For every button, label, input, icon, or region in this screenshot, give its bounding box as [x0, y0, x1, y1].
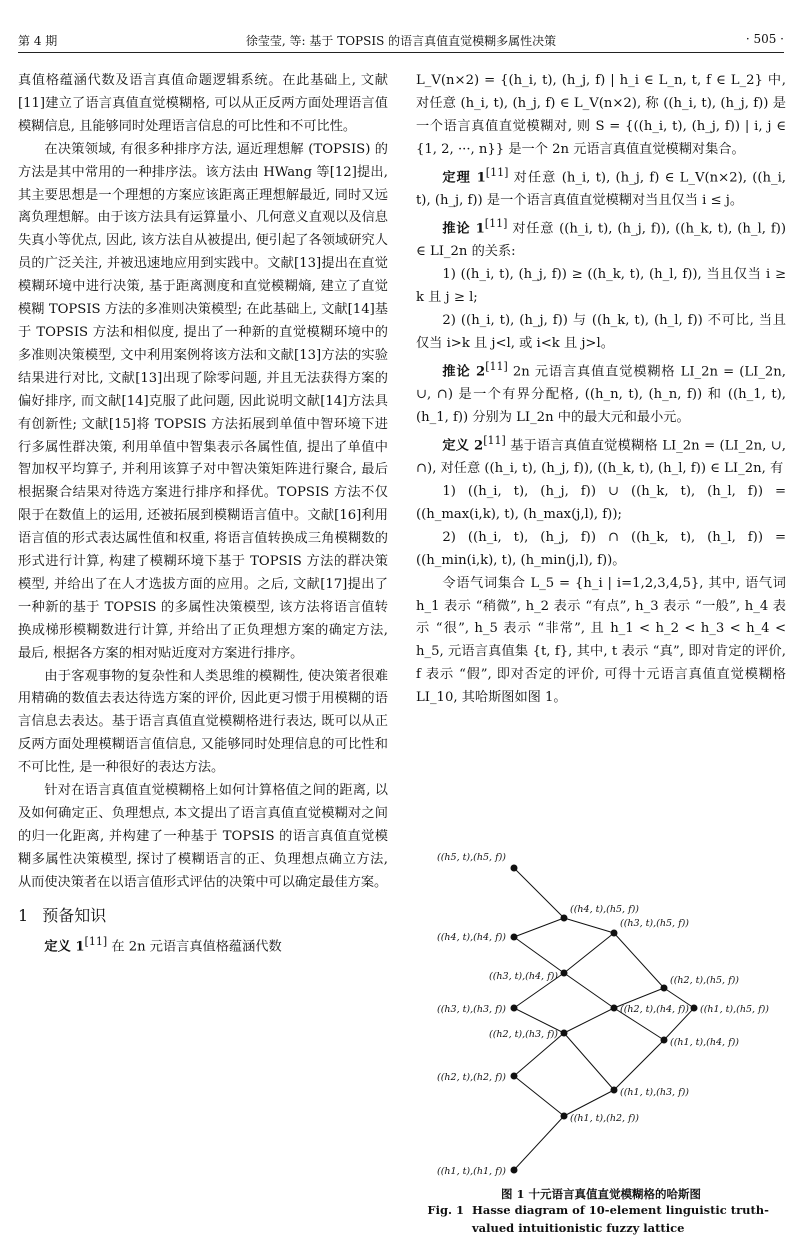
- page-header: [18, 28, 784, 53]
- node-45: [561, 915, 568, 922]
- corollary-label: 推论 1: [442, 221, 485, 237]
- hasse-diagram: [416, 848, 788, 1188]
- definition-text: 基于语言真值直觉模糊格 LI_2n = (LI_2n, ∪, ∩), 对任意 ((h_i, t), (h_j, f)), ((h_k, t), (h_l, f)) ∈ LI_2n, 有: [416, 438, 786, 477]
- section-number: 1: [18, 905, 29, 925]
- node-33: [511, 1005, 518, 1012]
- section-title: 预备知识: [42, 905, 107, 925]
- node-label: ((h2, t),(h5, f)): [670, 975, 739, 986]
- node-35: [611, 930, 618, 937]
- node-label: ((h2, t),(h4, f)): [620, 1004, 689, 1015]
- definition-label: 定义 2: [442, 438, 484, 454]
- node-23: [561, 1030, 568, 1037]
- lattice-labels: [437, 852, 769, 1177]
- paragraph: 在决策领域, 有很多种排序方法, 逼近理想解 (TOPSIS) 的方法是其中常用的一种排序法。该方法由 HWang 等[12]提出, 其主要思想是一个理想的方案应该距离正理想解最近, 同时又远离负理想解。由于该方法具有运算量小、几何意义直观以及信息失真小等优点, 因此, 该方法自从被提出, 便引起了各领域研究人员的广泛关注, 并被迅速地应用到实践中。文献[13]提出在直觉模糊环境中进行决策, 基于距离测度和直觉模糊熵, 建立了直觉模糊 TOPSIS 方法的多准则决策模型; 在此基础上, 文献[14]基于 TOPSIS 方法和相似度, 提出了一种新的直觉模糊环境中的多准则决策模型, 文中利用案例将该方法和文献[13]方法的实验结果进行对比, 文献[13]出现了除零问题, 并且无法获得方案的偏好排序, 而文献[14]克服了此问题, 因此说明文献[14]方法具有创新性; 文献[15]将 TOPSIS 方法拓展到单值中智环境下进行多属性群决策, 利用单值中智集表示各属性值, 提出了单值中智加权平均算子, 并利用该算子对中智决策矩阵进行聚合, 最后根据聚合结果对待选方案进行排序和择优。TOPSIS 方法不仅限于在数值上的运用, 还被拓展到模糊语言值中。文献[16]利用语言值的形式表达属性值和权重, 将语言值转换成三角模糊数的形式进行计算, 构建了模糊环境下基于 TOPSIS 方法的群决策模型, 并给出了在人才选拔方面的应用。之后, 文献[17]提出了一种新的基于 TOPSIS 的多属性决策模型, 该方法将语言值转换成梯形模糊数进行计算, 并给出了正负理想方案的确定方法, 最后, 根据各方案的相对贴近度对方案进行排序。: [18, 141, 388, 661]
- left-column: [18, 70, 388, 959]
- node-label: ((h5, t),(h5, f)): [437, 852, 506, 863]
- corollary-item: 2) ((h_i, t), (h_j, f)) 与 ((h_k, t), (h_l, f)) 不可比, 当且仅当 i>k 且 j<l, 或 i<k 且 j>l。: [416, 312, 786, 351]
- corollary-2: [416, 356, 786, 430]
- paragraph: 真值格蕴涵代数及语言真值命题逻辑系统。在此基础上, 文献[11]建立了语言真值直觉模糊格, 可以从正反两方面处理语言值模糊信息, 且能够同时处理语言信息的可比性和不可比性。: [18, 73, 388, 134]
- node-24: [611, 1005, 618, 1012]
- node-label: ((h3, t),(h3, f)): [437, 1004, 506, 1015]
- running-title: 徐莹莹, 等: 基于 TOPSIS 的语言真值直觉模糊多属性决策: [245, 34, 557, 48]
- corollary-label: 推论 2: [442, 364, 486, 380]
- definition-item: 1) ((h_i, t), (h_j, f)) ∪ ((h_k, t), (h_l, f)) = ((h_max(i,k), t), (h_max(j,l), f));: [416, 483, 786, 522]
- figure-label: Fig. 1: [427, 1203, 464, 1217]
- paragraph: 针对在语言真值直觉模糊格上如何计算格值之间的距离, 以及如何确定正、负理想点, 本文提出了语言真值直觉模糊对之间的归一化距离, 并构建了一种基于 TOPSIS 的语言真值直觉模糊多属性决策模型, 探讨了模糊语言的正、负理想点确立方法, 从而使决策者在以语言值形式评估的决策中可以确定最佳方案。: [18, 783, 388, 890]
- node-14: [661, 1037, 668, 1044]
- corollary-item: 1) ((h_i, t), (h_j, f)) ≥ ((h_k, t), (h_l, f)), 当且仅当 i ≥ k 且 j ≥ l;: [416, 267, 786, 305]
- section-heading: [18, 901, 388, 931]
- figure-caption-cn: 图 1 十元语言真值直觉模糊格的哈斯图: [500, 1187, 701, 1201]
- node-label: ((h1, t),(h3, f)): [620, 1087, 689, 1098]
- node-label: ((h1, t),(h4, f)): [670, 1037, 739, 1048]
- figure-caption-en: [416, 1201, 786, 1237]
- node-12: [561, 1113, 568, 1120]
- citation: [11]: [485, 165, 509, 179]
- node-25: [661, 985, 668, 992]
- paragraph: 令语气词集合 L_5 = {h_i | i=1,2,3,4,5}, 其中, 语气词 h_1 表示 “稍微”, h_2 表示 “有点”, h_3 表示 “一般”, h_4 表示 “很”, h_5 表示 “非常”, 且 h_1 < h_2 < h_3 < h_4 < h_5, 元语言真值集 {t, f}, 其中, t 表示 “真”, 即对肯定的评价, f 表示 “假”, 即对否定的评价, 可得十元语言真值直觉模糊格 LI_10, 其哈斯图如图 1。: [416, 575, 786, 706]
- definition-text: 在 2n 元语言真值格蕴涵代数: [111, 939, 282, 955]
- right-column: [416, 70, 786, 710]
- citation: [11]: [84, 934, 108, 948]
- citation: [11]: [485, 359, 508, 373]
- page-number: · 505 ·: [745, 32, 784, 46]
- theorem-1: [416, 162, 786, 213]
- definition-item: 2) ((h_i, t), (h_j, f)) ∩ ((h_k, t), (h_l, f)) = ((h_min(i,k), t), (h_min(j,l), f))。: [416, 529, 786, 568]
- node-label: ((h4, t),(h4, f)): [437, 932, 506, 943]
- corollary-text: 2n 元语言真值直觉模糊格 LI_2n = (LI_2n, ∪, ∩) 是一个有界分配格, ((h_n, t), (h_n, f)) 和 ((h_1, t), (h_1, f)) 分别为 LI_2n 中的最大元和最小元。: [416, 364, 786, 425]
- node-22: [511, 1073, 518, 1080]
- node-label: ((h4, t),(h5, f)): [570, 904, 639, 915]
- definition-1: [18, 931, 388, 959]
- corollary-text: 对任意 ((h_i, t), (h_j, f)), ((h_k, t), (h_l, f)) ∈ LI_2n 的关系:: [416, 221, 786, 260]
- node-34: [561, 970, 568, 977]
- definition-label: 定义 1: [44, 939, 85, 955]
- node-label: ((h3, t),(h4, f)): [489, 971, 558, 982]
- node-label: ((h1, t),(h5, f)): [700, 1004, 769, 1015]
- node-label: ((h1, t),(h2, f)): [570, 1113, 639, 1124]
- node-label: ((h2, t),(h2, f)): [437, 1072, 506, 1083]
- node-label: ((h1, t),(h1, f)): [437, 1166, 506, 1177]
- paragraph: 由于客观事物的复杂性和人类思维的模糊性, 使决策者很难用精确的数值去表达待选方案的评价, 因此更习惯于用模糊的语言信息去表达。基于语言真值直觉模糊格进行表达, 既可以从正反两方面处理模糊语言值信息, 又能够同时处理信息的可比性和不可比性, 是一种很好的表达方法。: [18, 668, 388, 776]
- figure-caption-text: Hasse diagram of 10-element linguistic truth-valued intuitionistic fuzzy lattice: [472, 1203, 769, 1235]
- node-55: [511, 865, 518, 872]
- node-11: [511, 1167, 518, 1174]
- node-13: [611, 1087, 618, 1094]
- paragraph: L_V(n×2) = {(h_i, t), (h_j, f) | h_i ∈ L_n, t, f ∈ L_2} 中, 对任意 (h_i, t), (h_j, f) ∈ L_V(n×2), 称 ((h_i, t), (h_j, f)) 是一个语言真值直觉模糊对, 则 S = {((h_i, t), (h_j, f)) | i, j ∈ {1, 2, ···, n}} 是一个 2n 元语言真值直觉模糊对集合。: [416, 73, 786, 157]
- node-label: ((h3, t),(h5, f)): [620, 918, 689, 929]
- node-15: [691, 1005, 698, 1012]
- theorem-label: 定理 1: [442, 170, 486, 186]
- citation: [11]: [483, 433, 506, 447]
- issue-number: 第 4 期: [18, 34, 58, 48]
- theorem-text: 对任意 (h_i, t), (h_j, f) ∈ L_V(n×2), ((h_i, t), (h_j, f)) 是一个语言真值直觉模糊对当且仅当 i ≤ j。: [416, 170, 786, 208]
- node-44: [511, 934, 518, 941]
- definition-2: [416, 430, 786, 481]
- corollary-1: [416, 213, 786, 264]
- citation: [11]: [484, 216, 508, 230]
- node-label: ((h2, t),(h3, f)): [489, 1029, 558, 1040]
